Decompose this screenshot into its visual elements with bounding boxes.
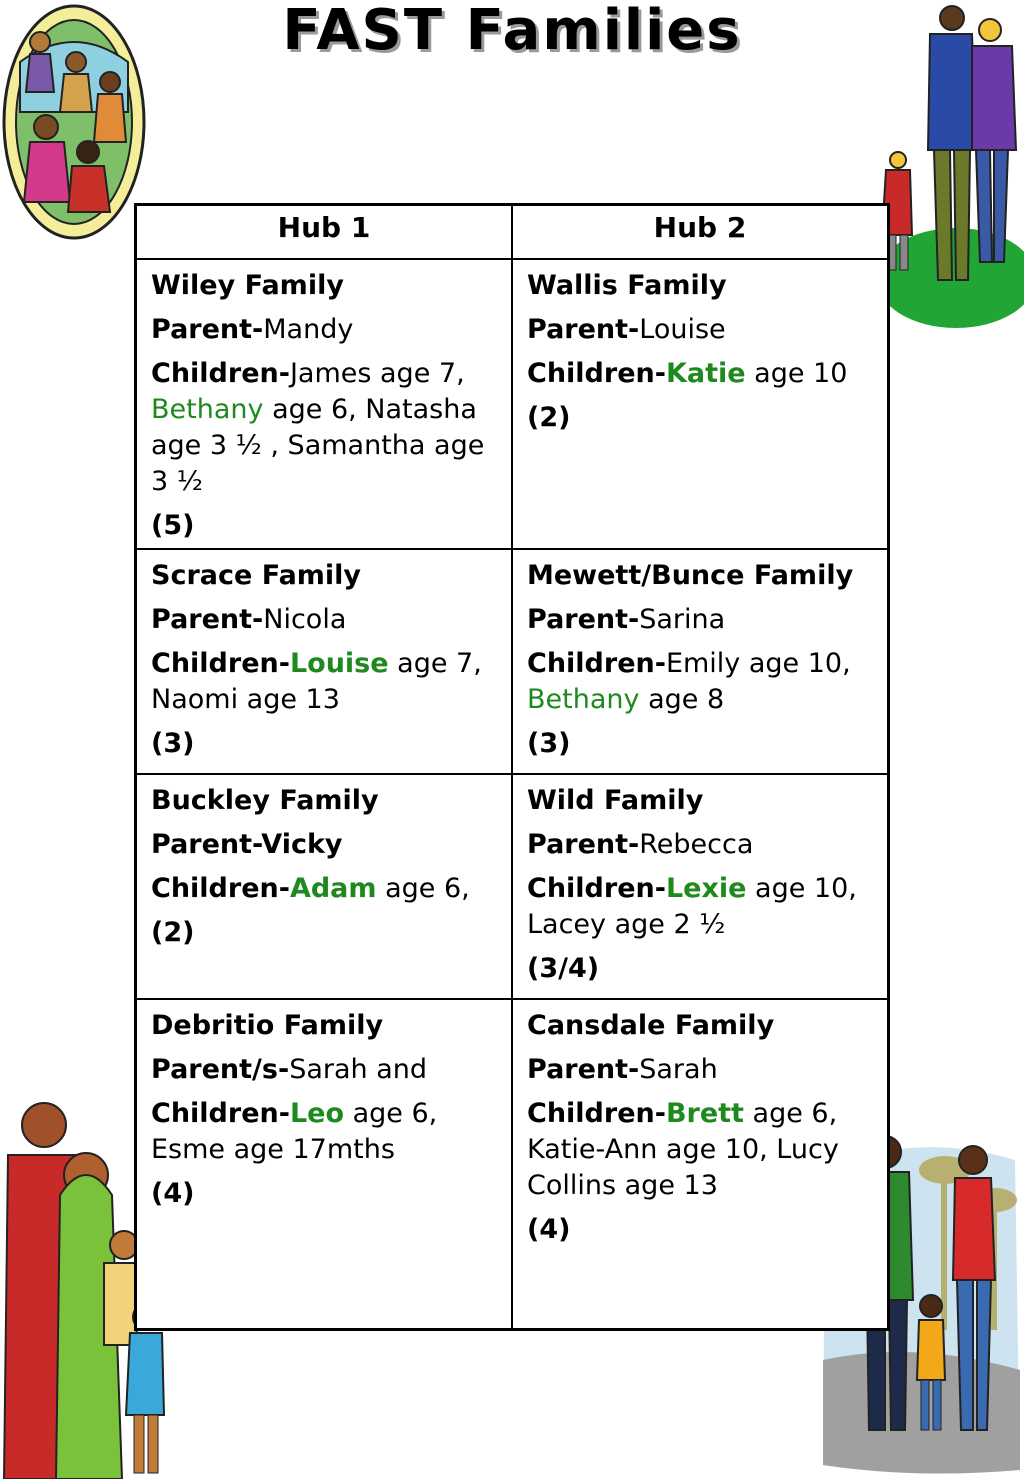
family-count: (2)	[527, 401, 571, 433]
family-name: Scrace Family	[151, 560, 362, 592]
highlighted-child: Adam	[289, 872, 377, 904]
family-count: (4)	[151, 1177, 195, 1209]
children-post: age 10, Lacey age 2 ½	[527, 872, 857, 940]
family-name: Wild Family	[527, 784, 704, 816]
parent-label: Parent/s-	[151, 1053, 290, 1085]
family-name: Buckley Family	[151, 784, 379, 816]
page-title: FAST Families	[282, 0, 742, 63]
parent-label: Parent-	[527, 313, 640, 345]
couple-walking-clipart	[868, 0, 1024, 340]
table-row	[136, 999, 889, 1330]
parent-name: Mandy	[263, 313, 354, 345]
children-post: age 7, Naomi age 13	[151, 648, 482, 716]
family-cell-wiley	[136, 259, 513, 550]
family-count: (3)	[151, 728, 195, 760]
parent-name: Sarah	[639, 1053, 718, 1085]
parent-label: Parent-	[151, 313, 264, 345]
family-name: Wallis Family	[527, 269, 727, 301]
highlighted-child: Bethany	[527, 684, 640, 716]
family-cell-debritio	[136, 999, 513, 1330]
parent-name: Louise	[639, 313, 726, 345]
families-table	[134, 203, 890, 1331]
highlighted-child: Bethany	[151, 393, 264, 425]
children-post: age 6, Natasha age 3 ½ , Samantha age 3 ½	[151, 393, 485, 497]
parent-name: Vicky	[261, 828, 343, 860]
table-row	[136, 259, 889, 550]
children-post: age 6,	[376, 872, 470, 904]
family-name: Wiley Family	[151, 269, 344, 301]
table-row	[136, 774, 889, 999]
children-label: Children-	[527, 648, 666, 680]
parent-label: Parent-	[527, 1053, 640, 1085]
children-label: Children-	[527, 872, 666, 904]
family-cell-scrace	[136, 549, 513, 774]
children-post: age 6, Esme age 17mths	[151, 1097, 438, 1165]
family-cell-buckley	[136, 774, 513, 999]
hub-2-header: Hub 2	[512, 205, 889, 259]
children-pre: James age 7,	[289, 357, 465, 389]
family-name: Cansdale Family	[527, 1009, 775, 1041]
children-post: age 8	[639, 684, 725, 716]
parent-name: Sarah and	[289, 1053, 428, 1085]
children-label: Children-	[151, 1097, 290, 1129]
parent-name: Rebecca	[639, 828, 754, 860]
parent-label: Parent-	[527, 604, 640, 636]
family-cell-wild	[512, 774, 889, 999]
children-post: age 10	[745, 357, 848, 389]
hub-1-header: Hub 1	[136, 205, 513, 259]
children-label: Children-	[527, 1097, 666, 1129]
parent-label: Parent-	[527, 828, 640, 860]
table-row	[136, 549, 889, 774]
children-label: Children-	[527, 357, 666, 389]
family-count: (2)	[151, 916, 195, 948]
parent-label: Parent-	[151, 604, 264, 636]
highlighted-child: Lexie	[665, 872, 747, 904]
parent-name: Nicola	[263, 604, 347, 636]
highlighted-child: Katie	[665, 357, 746, 389]
children-label: Children-	[151, 648, 290, 680]
highlighted-child: Leo	[289, 1097, 345, 1129]
family-name: Debritio Family	[151, 1009, 384, 1041]
family-cell-wallis	[512, 259, 889, 550]
children-pre: Emily age 10,	[665, 648, 851, 680]
family-count: (3)	[527, 728, 571, 760]
highlighted-child: Brett	[665, 1097, 744, 1129]
children-label: Children-	[151, 357, 290, 389]
family-cell-cansdale	[512, 999, 889, 1330]
parent-label: Parent-	[151, 828, 262, 860]
children-post: age 6, Katie-Ann age 10, Lucy Collins age 13	[527, 1097, 839, 1201]
family-count: (4)	[527, 1213, 571, 1245]
highlighted-child: Louise	[289, 648, 389, 680]
family-count: (5)	[151, 509, 195, 541]
family-name: Mewett/Bunce Family	[527, 560, 854, 592]
family-group-clipart	[0, 2, 148, 242]
family-count: (3/4)	[527, 952, 600, 984]
family-cell-mewett-bunce	[512, 549, 889, 774]
parent-name: Sarina	[639, 604, 726, 636]
children-label: Children-	[151, 872, 290, 904]
